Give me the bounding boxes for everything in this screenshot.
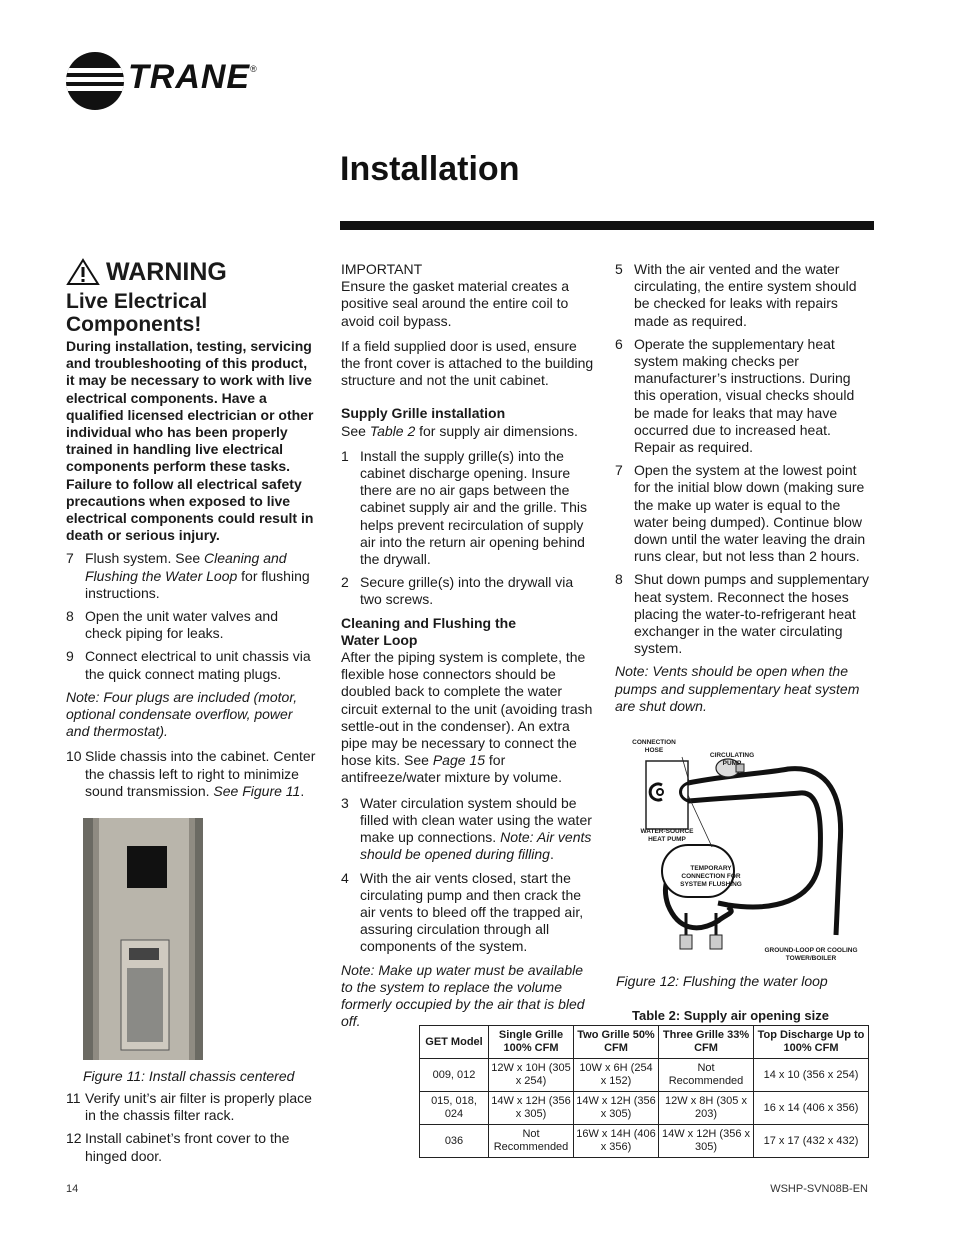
list-item: 9 Connect electrical to unit chassis via the quick connect mating plugs. bbox=[66, 648, 311, 682]
supply-see-table: See Table 2 for supply air dimensions. bbox=[341, 422, 578, 439]
field-door-text: If a field supplied door is used, ensure the front cover is attached to the building structure and not the unit cabinet. bbox=[341, 337, 594, 389]
list-item: 12 Install cabinet’s front cover to the hinged door. bbox=[66, 1130, 290, 1164]
table-header: GET Model bbox=[420, 1026, 489, 1059]
install-chassis-photo bbox=[83, 818, 203, 1060]
list-item: 7 Open the system at the lowest point for the initial blow down (making sure the make up water is equal to the water being dumped). Continue blow down until the water leaving the drain runs clear, but not less than 2 hours. bbox=[615, 462, 866, 565]
supply-grille-heading: Supply Grille installation bbox=[341, 405, 506, 422]
important-label: IMPORTANT bbox=[341, 261, 423, 277]
list-item: 8 Open the unit water valves and check piping for leaks. bbox=[66, 608, 279, 642]
note-makeup-water: Note: Make up water must be available to the system to replace the volume formerly occupied by the air that is bled off. bbox=[341, 961, 585, 1030]
list-item: 10 Slide chassis into the cabinet. Center the chassis left to right to minimize sound transmission. See Figure 11. bbox=[66, 748, 316, 799]
cleaning-text: After the piping system is complete, the flexible hose connectors should be doubled back to complete the water circuit external to the unit (avoiding trash settle-out in the condenser). An extra pipe may be necessary to connect the hose kits. See Page 15 for antifreeze/water mixture by volume. bbox=[341, 649, 593, 786]
table-header: Two Grille 50% CFM bbox=[574, 1026, 659, 1059]
figure-11-caption: Figure 11: Install chassis centered bbox=[83, 1068, 295, 1084]
flushing-diagram bbox=[618, 735, 870, 975]
important-text: Ensure the gasket material creates a positive seal around the entire coil to avoid coil bypass. bbox=[341, 278, 570, 329]
table-cell: 009, 012 bbox=[420, 1059, 489, 1092]
document-id: WSHP-SVN08B-EN bbox=[770, 1183, 868, 1195]
table-cell: 14W x 12H (356 x 305) bbox=[659, 1125, 754, 1158]
table-cell: 036 bbox=[420, 1125, 489, 1158]
table-cell: 10W x 6H (254 x 152) bbox=[574, 1059, 659, 1092]
connection-hose-label: CONNECTION HOSE bbox=[632, 739, 676, 754]
table-row bbox=[420, 1059, 869, 1092]
column-1-bottom bbox=[66, 1090, 318, 1171]
table-header: Single Grille 100% CFM bbox=[489, 1026, 574, 1059]
page-title: Installation bbox=[340, 150, 520, 188]
flushing-diagram-drawing bbox=[618, 735, 870, 975]
table-cell: Not Recommended bbox=[489, 1125, 574, 1158]
table-cell: 14W x 12H (356 x 305) bbox=[489, 1092, 574, 1125]
warning-subtitle: Live Electrical Components! bbox=[66, 290, 208, 336]
table-cell: 14W x 12H (356 x 305) bbox=[574, 1092, 659, 1125]
temporary-connection-label: TEMPORARY CONNECTION FOR SYSTEM FLUSHING bbox=[680, 865, 742, 888]
table-row bbox=[420, 1125, 869, 1158]
brand-logotype: TRANE® bbox=[128, 58, 258, 96]
table-row bbox=[420, 1092, 869, 1125]
table-2-title: Table 2: Supply air opening size bbox=[632, 1008, 829, 1023]
column-3 bbox=[615, 261, 871, 723]
water-source-label: WATER-SOURCE HEAT PUMP bbox=[640, 828, 694, 843]
table-cell: Not Recommended bbox=[659, 1059, 754, 1092]
list-item: 3 Water circulation system should be filled with clean water using the water make up connections. Note: Air vents should be opened during filling. bbox=[341, 794, 592, 863]
column-2 bbox=[341, 261, 595, 1038]
trane-logo-icon bbox=[66, 52, 124, 110]
figure-12-caption: Figure 12: Flushing the water loop bbox=[616, 973, 828, 989]
list-item: 6 Operate the supplementary heat system making checks per manufacturer’s instructions. During this operation, visual checks should be made for leaks that may have occurred due to increased heat. Repair as required. bbox=[615, 335, 855, 456]
circulating-pump-label: CIRCULATING PUMP bbox=[709, 752, 755, 767]
list-item: 2 Secure grille(s) into the drywall via two screws. bbox=[341, 574, 574, 608]
ground-loop-label: GROUND-LOOP OR COOLING TOWER/BOILER bbox=[764, 947, 858, 962]
list-item: 8 Shut down pumps and supplementary heat system. Reconnect the hoses placing the water-to-refrigerant heat exchanger in the water circulating system. bbox=[615, 571, 870, 657]
note-vents: Note: Vents should be open when the pumps and supplementary heat system are shut down. bbox=[615, 663, 860, 714]
table-header: Top Discharge Up to 100% CFM bbox=[754, 1026, 869, 1059]
warning-heading: WARNING bbox=[66, 258, 318, 286]
table-header-row bbox=[420, 1026, 869, 1059]
list-item: 5 With the air vented and the water circulating, the entire system should be checked for leaks with repairs made as required. bbox=[615, 261, 857, 329]
title-rule bbox=[340, 221, 874, 230]
table-cell: 17 x 17 (432 x 432) bbox=[754, 1125, 869, 1158]
cleaning-heading: Cleaning and Flushing the Water Loop bbox=[341, 614, 516, 648]
list-item: 11 Verify unit’s air filter is properly place in the chassis filter rack. bbox=[66, 1090, 312, 1124]
table-header: Three Grille 33% CFM bbox=[659, 1026, 754, 1059]
table-cell: 14 x 10 (356 x 254) bbox=[754, 1059, 869, 1092]
list-item: 1 Install the supply grille(s) into the cabinet discharge opening. Insure there are no air gaps between the cabinet supply air and the grille. This helps prevent recirculation of supply air into the return air opening behind the drywall. bbox=[341, 447, 587, 568]
column-1 bbox=[66, 258, 318, 806]
supply-air-table bbox=[419, 1025, 869, 1158]
warning-body: During installation, testing, servicing and troubleshooting of this product, it may be necessary to work with live electrical components. Have a qualified licensed electrician or other individual who has been properly trained in handling live electrical components perform these tasks. Failure to follow all electrical safety precautions when exposed to live electrical components could result in death or serious injury. bbox=[66, 338, 314, 544]
table-cell: 12W x 8H (305 x 203) bbox=[659, 1092, 754, 1125]
note-plugs: Note: Four plugs are included (motor, optional condensate overflow, power and thermostat). bbox=[66, 688, 298, 740]
list-item: 4 With the air vents closed, start the circulating pump and then crack the air vents to bleed off the trapped air, assuring circulation through all components of the system. bbox=[341, 869, 584, 955]
table-cell: 16W x 14H (406 x 356) bbox=[574, 1125, 659, 1158]
page-number: 14 bbox=[66, 1183, 79, 1195]
warning-triangle-icon bbox=[66, 258, 100, 286]
list-item: 7 Flush system. See Cleaning and Flushing the Water Loop for flushing instructions. bbox=[66, 550, 310, 601]
table-cell: 015, 018, 024 bbox=[420, 1092, 489, 1125]
table-cell: 16 x 14 (406 x 356) bbox=[754, 1092, 869, 1125]
table-cell: 12W x 10H (305 x 254) bbox=[489, 1059, 574, 1092]
